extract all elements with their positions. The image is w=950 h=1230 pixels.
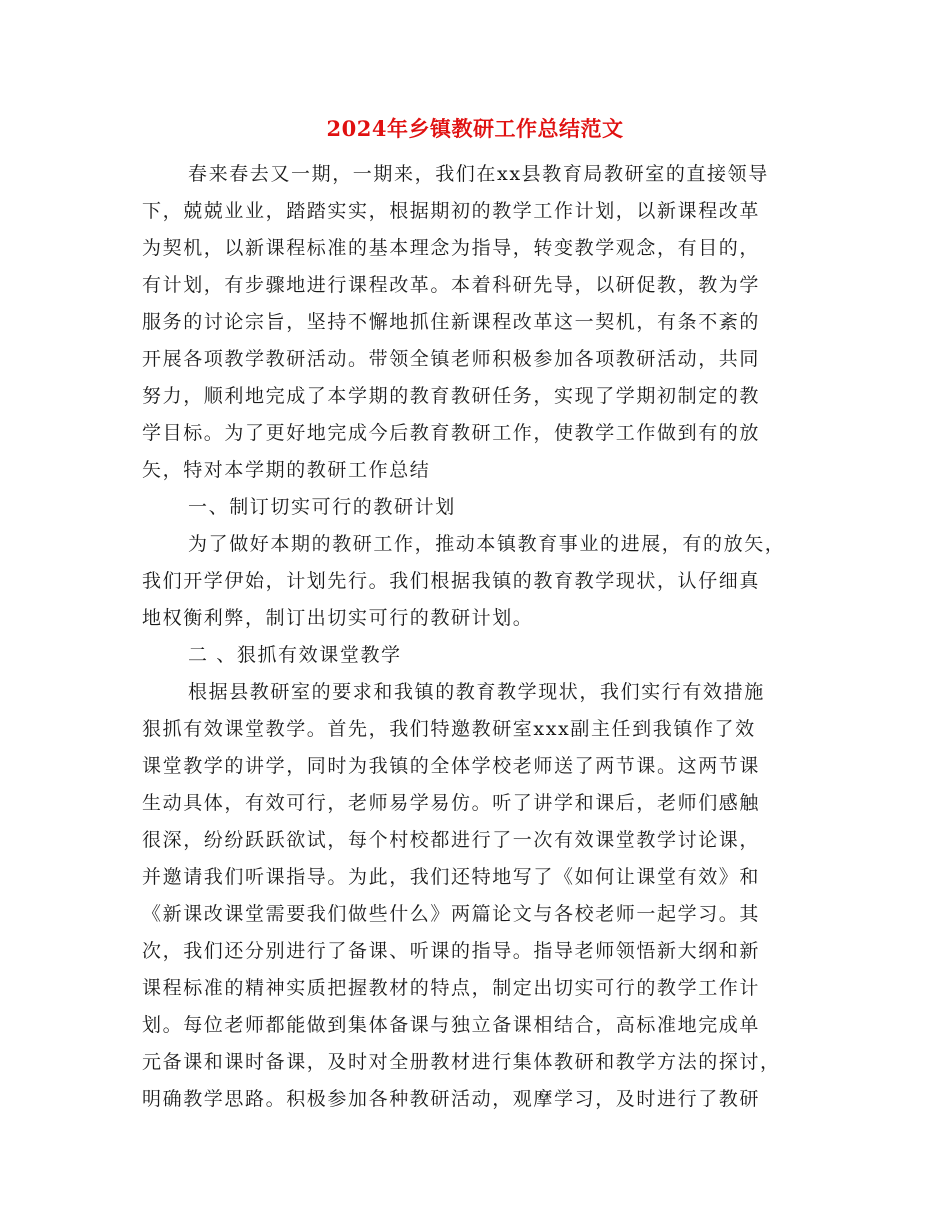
paragraph-line: 开展各项教学教研活动。带领全镇老师积极参加各项教研活动，共同 — [142, 348, 761, 370]
document-title: 2024年乡镇教研工作总结范文 — [326, 116, 624, 141]
section-heading: 一、制订切实可行的教研计划 — [188, 496, 456, 518]
paragraph-line: 课堂教学的讲学，同时为我镇的全体学校老师送了两节课。这两节课 — [142, 755, 761, 777]
paragraph-line: 我们开学伊始，计划先行。我们根据我镇的教育教学现状，认仔细真 — [142, 570, 761, 592]
paragraph-line: 下，兢兢业业，踏踏实实，根据期初的教学工作计划，以新课程改革 — [142, 200, 761, 222]
paragraph-line: 地权衡利弊，制订出切实可行的教研计划。 — [142, 607, 534, 629]
paragraph-line: 为了做好本期的教研工作，推动本镇教育事业的进展，有的放矢， — [188, 533, 786, 555]
paragraph-line: 生动具体，有效可行，老师易学易仿。听了讲学和课后，老师们感触 — [142, 792, 761, 814]
paragraph-line: 有计划，有步骤地进行课程改革。本着科研先导，以研促教，教为学 — [142, 274, 761, 296]
paragraph-line: 元备课和课时备课，及时对全册教材进行集体教研和教学方法的探讨， — [142, 1051, 781, 1073]
paragraph-line: 为契机，以新课程标准的基本理念为指导，转变教学观念，有目的， — [142, 237, 761, 259]
paragraph-line: 根据县教研室的要求和我镇的教育教学现状，我们实行有效措施 — [188, 681, 765, 703]
paragraph-line: 春来春去又一期，一期来，我们在xx县教育局教研室的直接领导 — [188, 163, 769, 185]
paragraph-line: 《新课改课堂需要我们做些什么》两篇论文与各校老师一起学习。其 — [142, 903, 761, 925]
section-heading: 二 、狠抓有效课堂教学 — [188, 644, 402, 666]
paragraph-line: 并邀请我们听课指导。为此，我们还特地写了《如何让课堂有效》和 — [142, 866, 761, 888]
paragraph-line: 明确教学思路。积极参加各种教研活动，观摩学习，及时进行了教研 — [142, 1088, 761, 1110]
paragraph-line: 服务的讨论宗旨，坚持不懈地抓住新课程改革这一契机，有条不紊的 — [142, 311, 761, 333]
paragraph-line: 努力，顺利地完成了本学期的教育教研任务，实现了学期初制定的教 — [142, 385, 761, 407]
paragraph-line: 学目标。为了更好地完成今后教育教研工作，使教学工作做到有的放 — [142, 422, 761, 444]
paragraph-line: 矢，特对本学期的教研工作总结 — [142, 459, 431, 481]
paragraph-line: 课程标准的精神实质把握教材的特点，制定出切实可行的教学工作计 — [142, 977, 761, 999]
paragraph-line: 次，我们还分别进行了备课、听课的指导。指导老师领悟新大纲和新 — [142, 940, 761, 962]
paragraph-line: 狠抓有效课堂教学。首先，我们特邀教研室xxx副主任到我镇作了效 — [142, 718, 756, 740]
paragraph-line: 划。每位老师都能做到集体备课与独立备课相结合，高标准地完成单 — [142, 1014, 761, 1036]
paragraph-line: 很深，纷纷跃跃欲试，每个村校都进行了一次有效课堂教学讨论课， — [142, 829, 761, 851]
